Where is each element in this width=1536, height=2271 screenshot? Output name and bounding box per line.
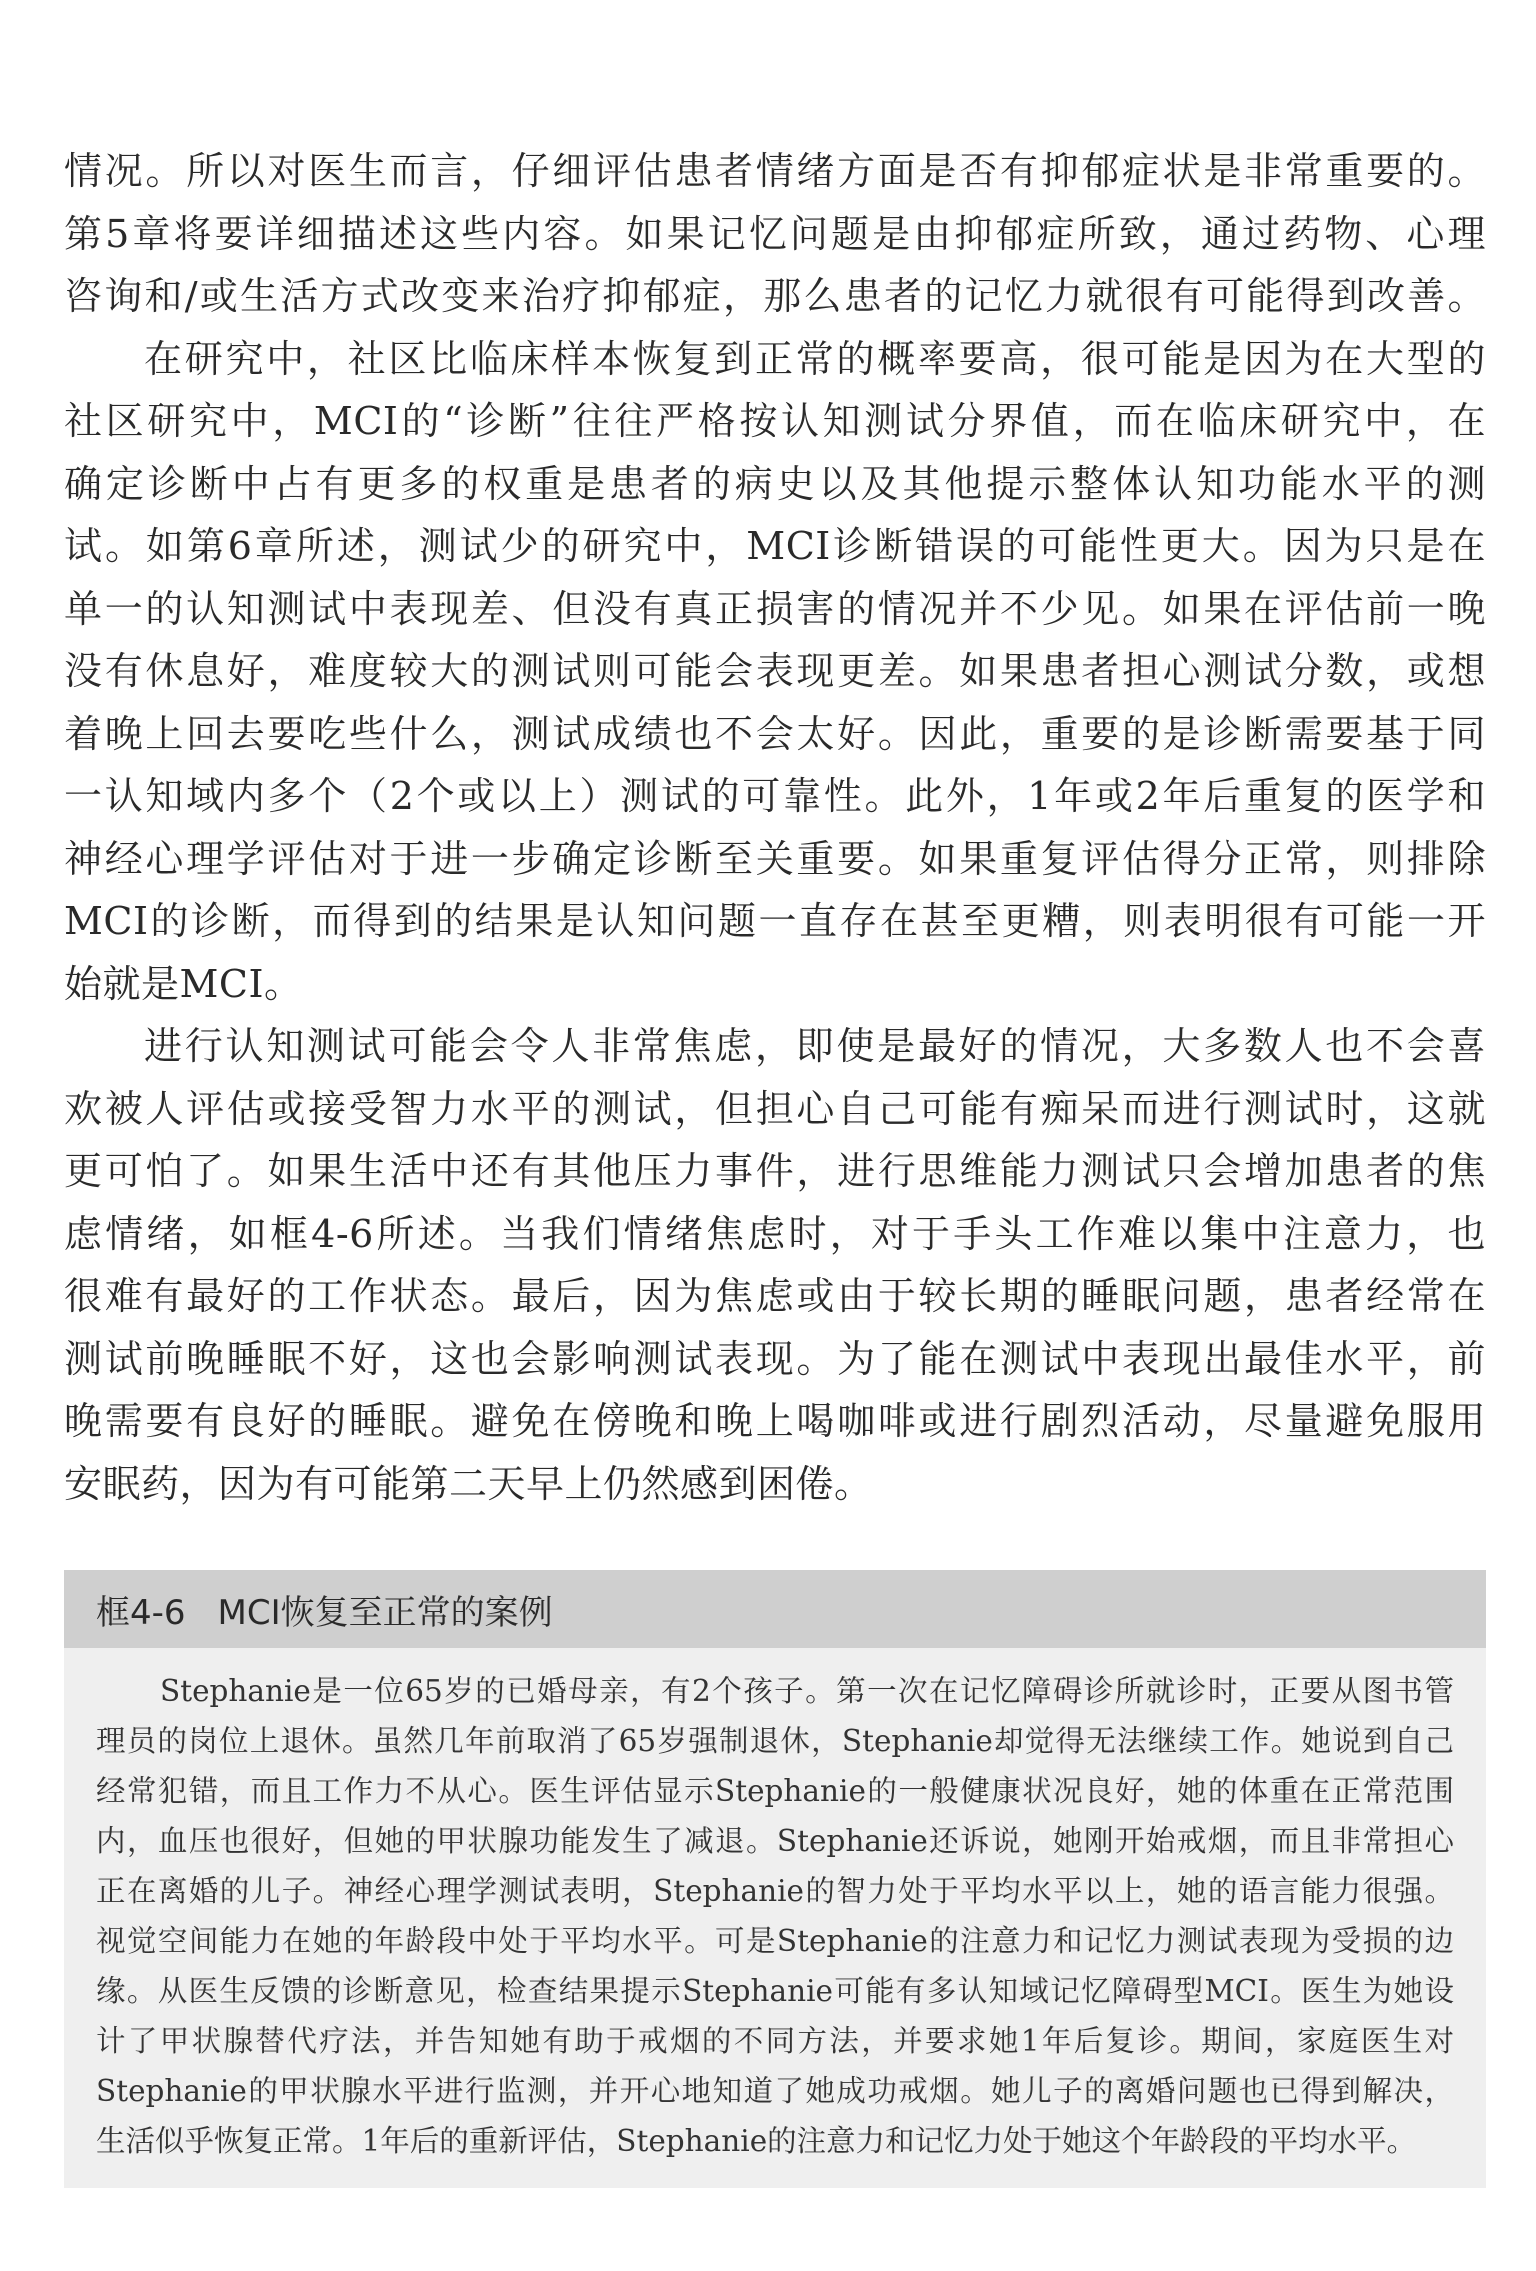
box-text-line: 缘。从医生反馈的诊断意见，检查结果提示Stephanie可能有多认知域记忆障碍型MCI。医生为她设 xyxy=(96,1974,1454,2008)
paragraph-line: 欢被人评估或接受智力水平的测试，但担心自己可能有痴呆而进行测试时，这就 xyxy=(64,1086,1486,1131)
paragraph-1 xyxy=(64,140,1486,328)
paragraph-line: 安眠药，因为有可能第二天早上仍然感到困倦。 xyxy=(64,1461,873,1506)
paragraph-3 xyxy=(64,1015,1486,1515)
paragraph-line: 一认知域内多个（2个或以上）测试的可靠性。此外，1年或2年后重复的医学和 xyxy=(64,774,1486,818)
paragraph-line: MCI的诊断，而得到的结果是认知问题一直存在甚至更糟，则表明很有可能一开 xyxy=(64,899,1486,943)
box-body xyxy=(64,1648,1486,2188)
box-text-line: Stephanie的甲状腺水平进行监测，并开心地知道了她成功戒烟。她儿子的离婚问题也已得到解决， xyxy=(96,2074,1454,2108)
paragraph-line: 虑情绪，如框4-6所述。当我们情绪焦虑时，对于手头工作难以集中注意力，也 xyxy=(64,1211,1486,1256)
box-text-line: 内，血压也很好，但她的甲状腺功能发生了减退。Stephanie还诉说，她刚开始戒烟，而且非常担心 xyxy=(96,1824,1454,1858)
paragraph-line: 在研究中，社区比临床样本恢复到正常的概率要高，很可能是因为在大型的 xyxy=(144,336,1486,381)
box-text-line: 经常犯错，而且工作力不从心。医生评估显示Stephanie的一般健康状况良好，她的体重在正常范围 xyxy=(96,1774,1454,1808)
paragraph-line: 神经心理学评估对于进一步确定诊断至关重要。如果重复评估得分正常，则排除 xyxy=(64,836,1486,881)
paragraph-line: 测试前晚睡眠不好，这也会影响测试表现。为了能在测试中表现出最佳水平，前 xyxy=(64,1336,1486,1381)
page-content xyxy=(64,140,1486,2188)
paragraph-line: 晚需要有良好的睡眠。避免在傍晚和晚上喝咖啡或进行剧烈活动，尽量避免服用 xyxy=(64,1399,1486,1443)
box-header xyxy=(64,1570,1486,1648)
paragraph-line: 第5章将要详细描述这些内容。如果记忆问题是由抑郁症所致，通过药物、心理 xyxy=(64,211,1486,256)
paragraph-line: 很难有最好的工作状态。最后，因为焦虑或由于较长期的睡眠问题，患者经常在 xyxy=(64,1274,1486,1318)
paragraph-line: 始就是MCI。 xyxy=(64,961,303,1006)
paragraph-line: 咨询和/或生活方式改变来治疗抑郁症，那么患者的记忆力就很有可能得到改善。 xyxy=(64,274,1486,318)
box-text-line: 理员的岗位上退休。虽然几年前取消了65岁强制退休，Stephanie却觉得无法继续工作。她说到自己 xyxy=(96,1724,1454,1758)
case-box xyxy=(64,1570,1486,2188)
paragraph-line: 情况。所以对医生而言，仔细评估患者情绪方面是否有抑郁症状是非常重要的。 xyxy=(64,149,1486,193)
box-text-line: 计了甲状腺替代疗法，并告知她有助于戒烟的不同方法，并要求她1年后复诊。期间，家庭医生对 xyxy=(96,2024,1454,2058)
paragraph-line: 着晚上回去要吃些什么，测试成绩也不会太好。因此，重要的是诊断需要基于同 xyxy=(64,711,1486,756)
box-title: MCI恢复至正常的案例 xyxy=(217,1592,553,1633)
box-text-line: 生活似乎恢复正常。1年后的重新评估，Stephanie的注意力和记忆力处于她这个年龄段的平均水平。 xyxy=(96,2124,1417,2158)
paragraph-line: 更可怕了。如果生活中还有其他压力事件，进行思维能力测试只会增加患者的焦 xyxy=(64,1149,1486,1193)
paragraph-line: 确定诊断中占有更多的权重是患者的病史以及其他提示整体认知功能水平的测 xyxy=(64,461,1486,506)
paragraph-line: 没有休息好，难度较大的测试则可能会表现更差。如果患者担心测试分数，或想 xyxy=(64,649,1486,693)
box-text-line: 正在离婚的儿子。神经心理学测试表明，Stephanie的智力处于平均水平以上，她的语言能力很强。 xyxy=(96,1874,1454,1908)
paragraph-line: 社区研究中，MCI的“诊断”往往严格按认知测试分界值，而在临床研究中，在 xyxy=(64,399,1486,443)
box-text-line: Stephanie是一位65岁的已婚母亲，有2个孩子。第一次在记忆障碍诊所就诊时，正要从图书管 xyxy=(160,1674,1454,1708)
box-label: 框4-6 xyxy=(96,1592,186,1633)
box-text-line: 视觉空间能力在她的年龄段中处于平均水平。可是Stephanie的注意力和记忆力测试表现为受损的边 xyxy=(96,1924,1454,1958)
section-spacer xyxy=(64,1515,1486,1570)
paragraph-line: 试。如第6章所述，测试少的研究中，MCI诊断错误的可能性更大。因为只是在 xyxy=(64,524,1486,568)
paragraph-line: 单一的认知测试中表现差、但没有真正损害的情况并不少见。如果在评估前一晚 xyxy=(64,586,1486,631)
paragraph-2 xyxy=(64,328,1486,1016)
paragraph-line: 进行认知测试可能会令人非常焦虑，即使是最好的情况，大多数人也不会喜 xyxy=(144,1024,1486,1068)
